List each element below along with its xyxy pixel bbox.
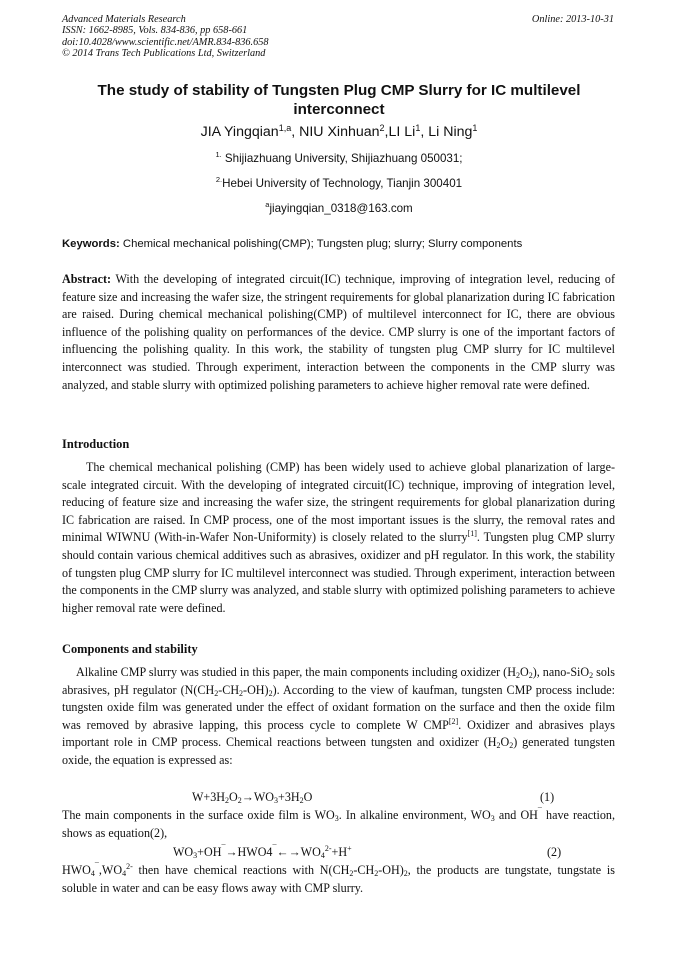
subscript: 2 [299,796,304,805]
equation-2 [173,845,352,860]
author-email [62,202,616,215]
introduction-text: . Tungsten plug CMP slurry should contain various chemical additives such as abrasives, oxidizer and pH regulator. In this work, the stability of tungsten plug CMP slurry for IC multilevel interconnect was studied. Through experiment, interaction between the components in the CMP slurry was analyzed, and stable slurry with optimized polishing parameters to achieve higher removal rate were defined. [62,530,616,615]
subscript: 2 [214,688,219,698]
superscript: 2- [324,844,332,853]
equation-text: O [229,790,238,804]
body-text: then have chemical reactions with N(CH [132,863,350,877]
body-text: O [500,735,510,750]
body-text: ), nano-SiO [532,665,590,679]
subscript: 3 [193,851,198,860]
body-text: -CH [218,682,240,697]
subscript: 4 [90,869,95,878]
author-sup: 1,a [278,123,292,133]
doi-line: doi:10.4028/www.scientific.net/AMR.834-836.658 [62,36,269,48]
subscript: 4 [320,851,325,860]
keywords [62,238,616,250]
equation-text: →HWO4 [225,845,273,859]
author-sup: 1 [472,123,478,133]
subscript: 2 [496,741,501,751]
body-text: and OH [494,808,538,822]
subscript: 3 [334,814,339,823]
body-text: O [519,665,529,679]
citation-ref[interactable]: [1] [467,529,477,539]
author-sup: 2 [379,123,385,133]
equation-text: O [303,790,313,804]
body-text: The main components in the surface oxide film is WO [62,808,335,822]
subscript: 2 [509,741,514,751]
equation-text: →WO [241,790,275,804]
author-name: , Li Ning [420,124,473,140]
superscript: + [347,844,352,853]
affiliation-1 [62,152,616,165]
introduction-body [62,459,615,617]
affiliation-text: Hebei University of Technology, Tianjin 300401 [222,177,463,190]
author-sup: 1 [415,123,421,133]
components-paragraph-3 [62,862,615,897]
equation-text: +H [331,845,348,859]
affiliation-text: Shijiazhuang University, Shijiazhuang 050031; [221,152,463,165]
body-text: HWO [62,863,91,877]
body-text: have reaction, shows as equation(2), [62,808,615,840]
superscript: ¯ [537,807,542,816]
citation-ref[interactable]: [2] [448,716,459,726]
keywords-label: Keywords: [62,238,120,250]
equation-2-number: (2) [547,845,562,859]
subscript: 2 [225,796,230,805]
components-heading: Components and stability [62,642,198,656]
body-text: -OH) [378,863,404,877]
online-date: Online: 2013-10-31 [531,14,614,25]
keywords-text: Chemical mechanical polishing(CMP); Tungsten plug; slurry; Slurry components [119,238,523,250]
superscript: ¯ [272,844,277,853]
body-text: . In alkaline environment, WO [338,808,491,822]
superscript: ¯ [221,844,226,853]
equation-1-number: (1) [540,790,555,804]
equation-text: +3H [278,790,300,804]
body-text: Alkaline CMP slurry was studied in this paper, the main components including oxidizer (H [76,665,516,679]
abstract-label: Abstract: [62,272,112,286]
components-paragraph-1 [62,664,615,770]
subscript: 3 [490,814,495,823]
introduction-text: The chemical mechanical polishing (CMP) has been widely used to achieve global planarization of large-scale integrated circuit. With the developing of integrated circuit(IC) technique, improving of integration level, reducing of feature size and increasing the wafer size, the stringent requirements for global planarization during IC fabrication are raised. In CMP process, one of the most important issues is the slurry, the removal rates and minimal WIWNU (With-in-Wafer Non-Uniformity) is closely related to the slurry [62,460,615,545]
body-text: -CH [353,863,375,877]
body-text: -OH) [243,682,269,697]
author-line [62,124,616,140]
equation-text: +OH [197,845,222,859]
issn-line: ISSN: 1662-8985, Vols. 834-836, pp 658-661 [62,25,248,37]
subscript: 2 [268,688,273,698]
email-mark: a [265,200,270,209]
body-text: sols abrasives, pH regulator (N(CH [62,665,615,697]
body-text: ). According to the view of kaufman, tungsten CMP process include: tungsten oxide film was generated under the effect of oxidant formation on the surface and then the oxide film was removed by abrasive lapping, this process cycle to complete W CMP [62,682,615,732]
affiliation-2 [62,177,616,190]
superscript: 2- [126,862,133,871]
introduction-heading: Introduction [62,437,130,451]
body-text: ) generated tungsten oxide, the equation is expressed as: [62,735,615,767]
subscript: 2 [237,796,242,805]
subscript: 2 [239,688,244,698]
subscript: 2 [403,869,408,878]
body-text: , the products are tungstate, tungstate is soluble in water and can be easy flows away with CMP slurry. [62,863,615,895]
affiliation-mark: 1. [215,150,222,159]
subscript: 2 [374,869,379,878]
equation-text: WO [173,845,194,859]
subscript: 2 [349,869,354,878]
abstract [62,271,615,394]
superscript: ¯ [94,862,99,871]
equation-text: W+3H [192,790,226,804]
journal-name: Advanced Materials Research [62,14,186,25]
journal-header [62,14,269,59]
equation-text: ←→WO [276,845,321,859]
body-text: ,WO [98,863,123,877]
affiliation-mark: 2. [215,175,223,184]
equation-1 [192,790,312,805]
subscript: 4 [122,869,127,878]
copyright-line: © 2014 Trans Tech Publications Ltd, Switzerland [62,47,266,59]
subscript: 2 [528,671,533,680]
author-name: , NIU Xinhuan [291,124,380,140]
abstract-text: With the developing of integrated circuit(IC) technique, improving of integration level, reducing of feature size and increasing the wafer size, the stringent requirements for global planarization during IC fabrication are raised. During chemical mechanical polishing(CMP) of multilevel interconnect for IC, there are obvious influence of the polishing quality on performances of the device. CMP slurry is one of the important factors of influencing the polishing quality. In this work, the stability of tungsten plug CMP slurry for IC multilevel interconnect was studied. Through experiment, interaction between the components in the CMP slurry was analyzed, and stable slurry with optimized polishing parameters to achieve higher removal rate were defined. [62,272,615,392]
subscript: 2 [589,671,594,680]
paper-title: The study of stability of Tungsten Plug CMP Slurry for IC multilevel interconnect [97,82,581,118]
author-name: ,LI Li [384,124,416,140]
components-paragraph-2 [62,807,615,842]
body-text: . Oxidizer and abrasives plays important role in CMP process. Chemical reactions between tungsten and oxidizer (H [62,717,615,750]
subscript: 2 [515,671,520,680]
email-text: jiayingqian_0318@163.com [269,202,413,215]
subscript: 3 [274,796,279,805]
author-name: JIA Yingqian [200,124,279,140]
